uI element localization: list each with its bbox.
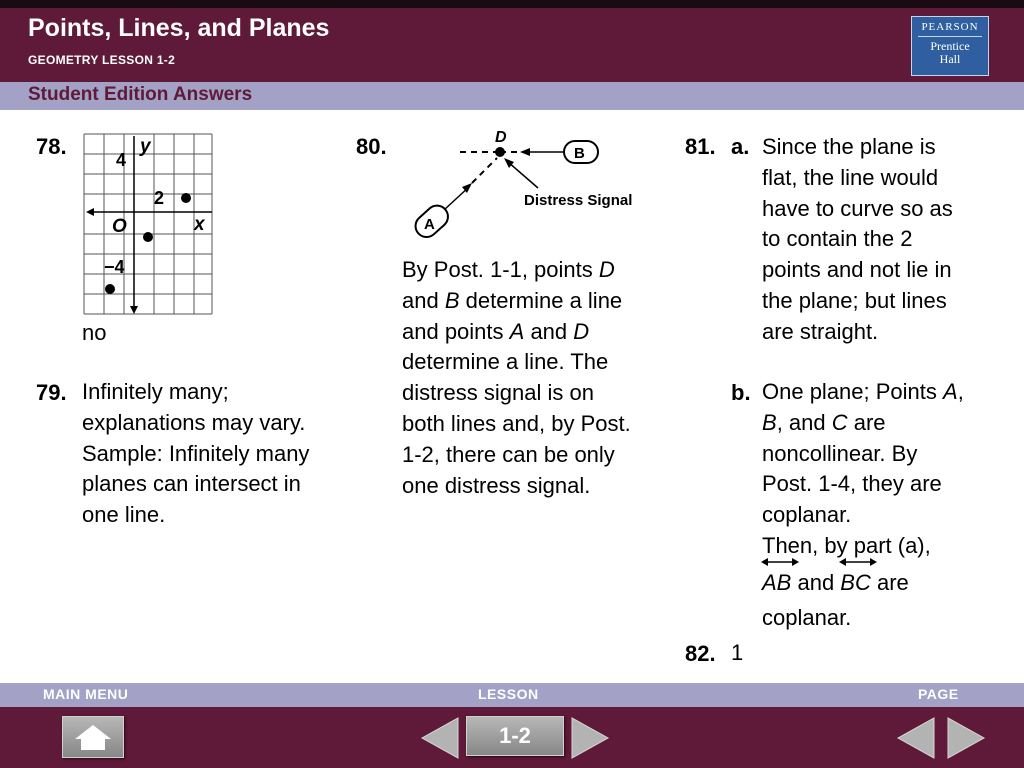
text: , xyxy=(957,379,964,404)
point-a-label: A xyxy=(424,216,435,233)
lesson-label: LESSON xyxy=(478,686,539,702)
previous-lesson-button[interactable] xyxy=(418,716,462,760)
double-arrow-icon xyxy=(760,556,800,568)
distress-signal-diagram xyxy=(400,126,660,246)
right-arrow-icon xyxy=(568,716,612,760)
logo-line-2: Hall xyxy=(939,52,961,66)
answer-81b-line: coplanar. xyxy=(762,502,852,528)
x-axis-label: x xyxy=(194,214,205,235)
answer-81b-line xyxy=(762,568,1024,599)
answer-81a-line: points and not lie in xyxy=(762,257,952,283)
tick-label-4: 4 xyxy=(116,150,127,170)
part-b-label: b. xyxy=(731,380,751,405)
point-d xyxy=(495,147,505,157)
publisher-logo xyxy=(911,16,989,76)
distress-signal-label: Distress Signal xyxy=(524,192,633,209)
answer-81b-line: coplanar. xyxy=(762,604,852,630)
answer-81b-line: Then, by part (a), xyxy=(762,532,931,558)
x-axis-arrow-left xyxy=(86,208,94,216)
text: are xyxy=(870,569,909,595)
point-name: D xyxy=(598,257,615,282)
dashed-line xyxy=(472,158,497,183)
answer-79-line: one line. xyxy=(82,502,166,528)
tick-label-2: 2 xyxy=(154,188,165,208)
answer-79 xyxy=(82,377,352,531)
logo-top-text: PEARSON xyxy=(921,21,979,33)
part-a-label: a. xyxy=(731,134,750,159)
answer-80-line: 1-2, there can be only xyxy=(402,441,615,467)
signal-pointer xyxy=(508,162,538,188)
text: and xyxy=(402,287,445,313)
answer-79-line: explanations may vary. xyxy=(82,409,306,435)
question-number-79: 79. xyxy=(36,380,67,405)
question-number-78: 78. xyxy=(36,134,67,159)
answer-80-line xyxy=(402,286,682,317)
arrow-head xyxy=(520,148,530,156)
left-arrow-icon xyxy=(418,716,462,760)
plotted-point xyxy=(105,284,115,294)
answer-81a-line: are straight. xyxy=(762,318,879,344)
answer-80-line xyxy=(402,255,682,286)
point-name: B xyxy=(762,409,777,435)
point-name: D xyxy=(573,318,590,344)
answer-80 xyxy=(402,255,682,501)
previous-page-button[interactable] xyxy=(894,716,938,760)
answer-79-line: planes can intersect in xyxy=(82,471,301,497)
tick-label-neg4: −4 xyxy=(104,257,125,277)
point-name: A xyxy=(509,318,525,344)
main-menu-label: MAIN MENU xyxy=(43,686,129,702)
text: and xyxy=(791,569,841,595)
question-number-82: 82. xyxy=(685,641,716,666)
answer-81a-line: flat, the line would xyxy=(762,164,939,190)
segment-name: AB xyxy=(762,569,792,595)
segment-name: BC xyxy=(840,569,871,595)
next-lesson-button[interactable] xyxy=(568,716,612,760)
question-number-81: 81. xyxy=(685,134,716,159)
answer-80-line: distress signal is on xyxy=(402,380,594,406)
line-ab xyxy=(762,568,791,599)
answer-81a-line: to contain the 2 xyxy=(762,226,913,252)
graph-grid xyxy=(84,134,212,314)
text: By Post. 1-1, points xyxy=(402,257,599,282)
answer-82: 1 xyxy=(731,640,744,665)
answer-81b xyxy=(762,377,1024,633)
answer-81b-line: noncollinear. By xyxy=(762,440,918,466)
text: One plane; Points xyxy=(762,379,944,404)
logo-line-1: Prentice xyxy=(930,39,970,53)
point-d-label: D xyxy=(495,129,507,146)
answer-79-line: Infinitely many; xyxy=(82,379,229,404)
plotted-point xyxy=(143,232,153,242)
left-arrow-icon xyxy=(894,716,938,760)
answer-81a xyxy=(762,132,1024,348)
point-name: C xyxy=(831,409,848,435)
point-b-label: B xyxy=(574,145,585,162)
answer-78: no xyxy=(82,320,107,345)
home-icon xyxy=(63,717,123,757)
text: are xyxy=(847,409,886,435)
answer-80-line: both lines and, by Post. xyxy=(402,410,631,436)
lesson-subtitle: GEOMETRY LESSON 1-2 xyxy=(28,53,176,67)
answer-80-line xyxy=(402,317,682,348)
answer-81b-line xyxy=(762,408,1024,439)
text: and xyxy=(524,318,574,344)
coordinate-graph xyxy=(80,130,220,320)
double-arrow-icon xyxy=(838,556,878,568)
answer-79-line: Sample: Infinitely many xyxy=(82,440,310,466)
answer-81a-line: Since the plane is xyxy=(762,134,936,159)
plotted-point xyxy=(181,193,191,203)
next-page-button[interactable] xyxy=(944,716,988,760)
text: and points xyxy=(402,318,510,344)
logo-divider xyxy=(918,36,982,37)
text: , and xyxy=(776,409,832,435)
lesson-number-button[interactable]: 1-2 xyxy=(466,716,564,756)
answer-81a-line: have to curve so as xyxy=(762,195,953,221)
y-axis-arrow-down xyxy=(130,306,138,314)
right-arrow-icon xyxy=(944,716,988,760)
section-band-label: Student Edition Answers xyxy=(28,84,253,105)
page-title: Points, Lines, and Planes xyxy=(28,14,330,42)
answer-81a-line: the plane; but lines xyxy=(762,287,947,313)
answer-81b-line: Post. 1-4, they are xyxy=(762,471,942,497)
answer-81b-line xyxy=(762,377,1024,408)
text: determine a line xyxy=(459,287,623,313)
point-name: B xyxy=(444,287,460,313)
answer-80-line: one distress signal. xyxy=(402,472,591,498)
top-edge-line xyxy=(0,0,1024,8)
line-bc xyxy=(840,568,871,599)
main-menu-button[interactable] xyxy=(62,716,124,758)
answer-80-line: determine a line. The xyxy=(402,349,609,375)
question-number-80: 80. xyxy=(356,134,387,159)
page-label: PAGE xyxy=(918,686,959,702)
y-axis-label: y xyxy=(140,136,151,157)
point-name: A xyxy=(943,379,958,404)
origin-label: O xyxy=(112,216,127,237)
